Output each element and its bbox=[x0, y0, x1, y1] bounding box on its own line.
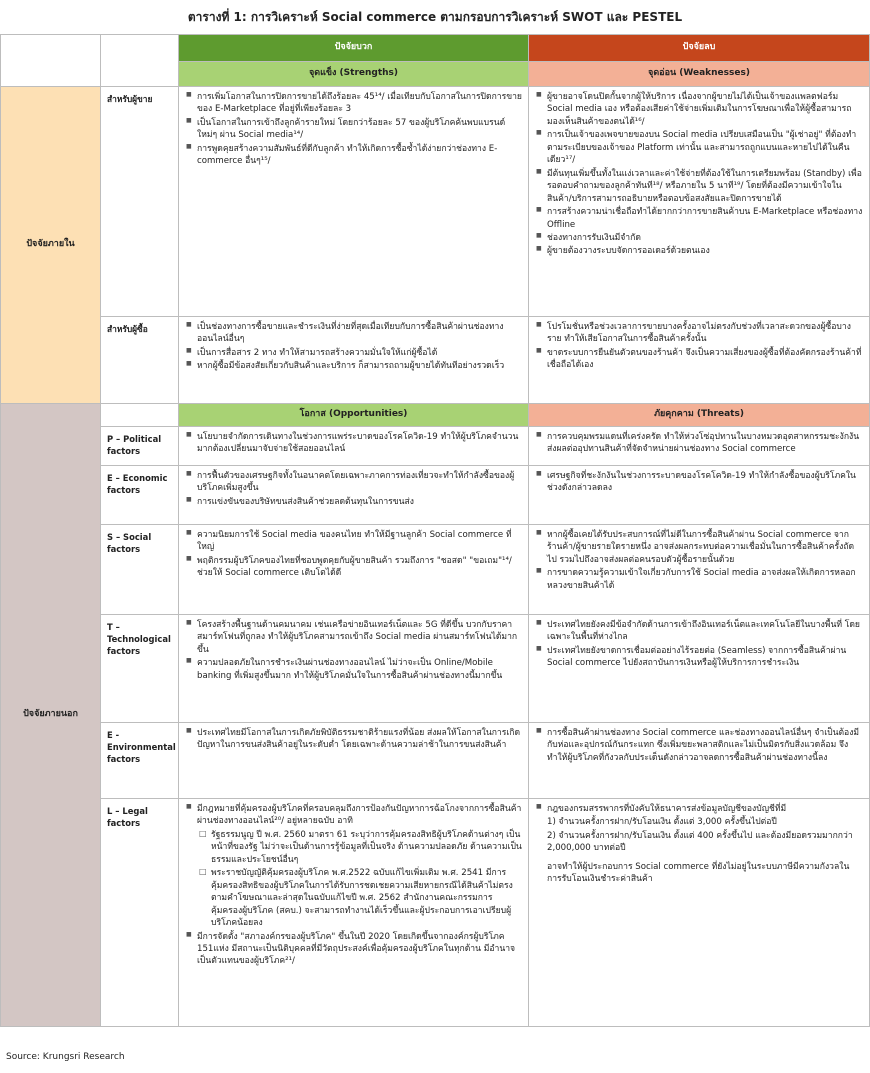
table-title: ตารางที่ 1: การวิเคราะห์ Social commerce ตามกรอบการวิเคราะห์ SWOT และ PESTEL bbox=[187, 10, 683, 24]
ext-blank bbox=[101, 404, 179, 427]
row-label-political: P – Political factors bbox=[101, 427, 179, 466]
list-item: ■ การสร้างความน่าเชื่อถือทำได้ยากกว่าการขายสินค้าบน E-Marketplace หรือช่องทาง Offline bbox=[547, 206, 863, 231]
threats-legal bbox=[529, 799, 870, 1027]
list-item: ■ โปรโมชั่นหรือช่วงเวลาการขายบางครั้งอาจไม่ตรงกับช่วงที่เวลาสะดวกของผู้ซื้อบางราย ทำให้เสียโอกาสในการซื้อสินค้าครั้งนั้น bbox=[547, 321, 863, 346]
row-label-economic: E – Economic factors bbox=[101, 466, 179, 525]
threats-technological bbox=[529, 615, 870, 723]
threats-social bbox=[529, 525, 870, 615]
list-item: □ รัฐธรรมนูญ ปี พ.ศ. 2560 มาตรา 61 ระบุว่าการคุ้มครองสิทธิผู้บริโภคด้านต่างๆ เป็นหน้าที่ของรัฐ ไม่ว่าจะเป็นด้านการรู้ข้อมูลที่เป็นจริง ด้านความปลอดภัย ด้านความเป็นธรรมและประโยชน์อื่นๆ bbox=[211, 829, 522, 866]
list-item: ■ มีการจัดตั้ง "สภาองค์กรของผู้บริโภค" ขึ้นในปี 2020 โดยเกิดขึ้นจากองค์กรผู้บริโภค 151แห่ง มีสถานะเป็นนิติบุคคลที่มีวัตถุประสงค์เพื่อคุ้มครองผู้บริโภคในทุกด้าน มีอำนาจเป็นตัวแทนของผู้บริโภค²¹/ bbox=[197, 931, 522, 968]
list-item: ■ ประเทศไทยยังขาดการเชื่อมต่ออย่างไร้รอยต่อ (Seamless) จากการซื้อสินค้าผ่าน Social commerce ไปยังสถาบันการเงินหรือผู้ให้บริการการชำระเงิน bbox=[547, 645, 863, 670]
list-item: ■ เศรษฐกิจที่ชะงักงันในช่วงการระบาดของโรคโควิด-19 ทำให้กำลังซื้อของผู้บริโภคในช่วงดังกล่าวลดลง bbox=[547, 470, 863, 495]
list-item: ■ ความปลอดภัยในการชำระเงินผ่านช่องทางออนไลน์ ไม่ว่าจะเป็น Online/Mobile banking ที่เพิ่มสูงขึ้นมาก ทำให้ผู้บริโภคมั่นใจในการซื้อสินค้าผ่านช่องทางนี้มากขึ้น bbox=[197, 657, 522, 682]
list-item: ■ เป็นช่องทางการซื้อขายและชำระเงินที่ง่ายที่สุดเมื่อเทียบกับการซื้อสินค้าผ่านช่องทางออนไลน์อื่นๆ bbox=[197, 321, 522, 346]
list-item: ■ เป็นโอกาสในการเข้าถึงลูกค้ารายใหม่ โดยกว่าร้อยละ 57 ของผู้บริโภคค้นพบแบรนด์ใหม่ๆ ผ่าน Social media¹⁴/ bbox=[197, 117, 522, 142]
header-weaknesses: จุดอ่อน (Weaknesses) bbox=[529, 62, 870, 87]
source-note: Source: Krungsri Research bbox=[6, 1052, 125, 1062]
header-threats: ภัยคุกคาม (Threats) bbox=[529, 404, 870, 427]
weaknesses-buyer bbox=[529, 317, 870, 404]
list-item: ■ ผู้ขายต้องวางระบบจัดการออเดอร์ด้วยตนเอง bbox=[547, 245, 863, 257]
header-negative: ปัจจัยลบ bbox=[529, 35, 870, 62]
list-item: ■ การเพิ่มโอกาสในการปิดการขายได้ถึงร้อยละ 45¹⁴/ เมื่อเทียบกับโอกาสในการปิดการขายของ E-Marketplace ที่อยู่ที่เพียงร้อยละ 3 bbox=[197, 91, 522, 116]
corner-blank-2 bbox=[101, 35, 179, 87]
header-opportunities: โอกาส (Opportunities) bbox=[179, 404, 529, 427]
list-item: ■ ช่องทางการรับเงินมีจำกัด bbox=[547, 232, 863, 244]
row-label-social: S – Social factors bbox=[101, 525, 179, 615]
row-label-legal: L – Legal factors bbox=[101, 799, 179, 1027]
opportunities-social bbox=[179, 525, 529, 615]
header-strengths: จุดแข็ง (Strengths) bbox=[179, 62, 529, 87]
list-item: ■ การฟื้นตัวของเศรษฐกิจทั้งในอนาคตโดยเฉพาะภาคการท่องเที่ยวจะทำให้กำลังซื้อของผู้บริโภคเพิ่มสูงขึ้น bbox=[197, 470, 522, 495]
row-label-seller: สำหรับผู้ขาย bbox=[101, 87, 179, 317]
list-item: ■ การขาดความรู้ความเข้าใจเกี่ยวกับการใช้ Social media อาจส่งผลให้เกิดการหลอกหลวงขายสินค้าได้ bbox=[547, 567, 863, 592]
threat-criteria-1: 1) จำนวนครั้งการฝาก/รับโอนเงิน ตั้งแต่ 3,000 ครั้งขึ้นไปต่อปี bbox=[547, 817, 777, 828]
weaknesses-seller bbox=[529, 87, 870, 317]
opportunities-environmental bbox=[179, 723, 529, 799]
opportunities-political bbox=[179, 427, 529, 466]
list-item: ■ ผู้ขายอาจโดนปิดกั้นจากผู้ให้บริการ เนื่องจากผู้ขายไม่ได้เป็นเจ้าของแพลตฟอร์ม Social media เอง หรือต้องเสียค่าใช้จ่ายเพิ่มเติมในการโฆษณาเพื่อให้ผู้ซื้อสามารถมองเห็นสินค้าของตนได้¹⁶/ bbox=[547, 91, 863, 128]
list-item: ■ ความนิยมการใช้ Social media ของคนไทย ทำให้มีฐานลูกค้า Social commerce ที่ใหญ่ bbox=[197, 529, 522, 554]
corner-blank bbox=[1, 35, 101, 87]
list-item: ■ มีต้นทุนเพิ่มขึ้นทั้งในแง่เวลาและค่าใช้จ่ายที่ต้องใช้ในการเตรียมพร้อม (Standby) เพื่อรอตอบคำถามของลูกค้าทันที¹⁸/ หรือภายใน 5 นาที¹⁹/ โดยที่ต้องมีความเข้าใจในสินค้า/บริการสามารถอธิบายหรือตอบข้อสงสัยและปิดการขายได้ bbox=[547, 168, 863, 205]
strengths-seller bbox=[179, 87, 529, 317]
list-item: ■ ขาดระบบการยืนยันตัวตนของร้านค้า จึงเป็นความเสี่ยงของผู้ซื้อที่ต้องคัดกรองร้านค้าที่เชื่อถือได้เอง bbox=[547, 347, 863, 372]
threats-political bbox=[529, 427, 870, 466]
list-item: ■ โครงสร้างพื้นฐานด้านคมนาคม เช่นเครือข่ายอินเทอร์เน็ตและ 5G ที่ดีขึ้น บวกกับราคาสมาร์ทโฟนที่ถูกลง ทำให้ผู้บริโภคสามารถเข้าถึง Social media ผ่านสมาร์ทโฟนได้มากขึ้น bbox=[197, 619, 522, 656]
list-item: ■ การพูดคุยสร้างความสัมพันธ์ที่ดีกับลูกค้า ทำให้เกิดการซื้อซ้ำได้ง่ายกว่าช่องทาง E-commerce อื่นๆ¹⁵/ bbox=[197, 143, 522, 168]
row-label-environmental: E - Environmental factors bbox=[101, 723, 179, 799]
list-item: ■ ประเทศไทยมีโอกาสในการเกิดภัยพิบัติธรรมชาติร้ายแรงที่น้อย ส่งผลให้โอกาสในการเกิดปัญหาในการขนส่งสินค้าอยู่ในระดับต่ำ โดยเฉพาะด้านความล่าช้าในการขนส่งสินค้า bbox=[197, 727, 522, 752]
row-label-buyer: สำหรับผู้ซื้อ bbox=[101, 317, 179, 404]
list-item: ■ หากผู้ซื้อเคยได้รับประสบการณ์ที่ไม่ดีในการซื้อสินค้าผ่าน Social commerce จากร้านค้า/ผู้ขายรายใดรายหนึ่ง อาจส่งผลกระทบต่อความเชื่อมั่นในการซื้อสินค้าครั้งถัดไป รวมไปถึงอาจส่งผลต่อคนรอบตัวผู้ซื้อรายนั้นด้วย bbox=[547, 529, 863, 566]
swot-pestel-table bbox=[0, 34, 870, 1027]
threat-conclusion: อาจทำให้ผู้ประกอบการ Social commerce ที่ยังไม่อยู่ในระบบภาษีมีความกังวลในการรับโอนเงินชำระค่าสินค้า bbox=[547, 861, 850, 885]
list-item: ■ การควบคุมพรมแดนที่เคร่งครัด ทำให้ห่วงโซ่อุปทานในบางหมวดอุตสาหกรรมชะงักงัน ส่งผลต่ออุปทานสินค้าที่จัดจำหน่ายผ่านช่องทาง Social commerce bbox=[547, 431, 863, 456]
list-item: ■ หากผู้ซื้อมีข้อสงสัยเกี่ยวกับสินค้าและบริการ ก็สามารถถามผู้ขายได้ทันทีอย่างรวดเร็ว bbox=[197, 360, 522, 372]
list-item: ■ มีกฎหมายที่คุ้มครองผู้บริโภคที่ครอบคลุมถึงการป้องกันปัญหาการฉ้อโกงจากการซื้อสินค้าผ่านช่องทางออนไลน์²⁰/ อยู่หลายฉบับ อาทิ bbox=[197, 803, 522, 828]
row-label-technological: T – Technological factors bbox=[101, 615, 179, 723]
group-internal: ปัจจัยภายใน bbox=[1, 87, 101, 404]
list-item: ■ ประเทศไทยยังคงมีข้อจำกัดด้านการเข้าถึงอินเทอร์เน็ตและเทคโนโลยีในบางพื้นที่ โดยเฉพาะในพื้นที่ห่างไกล bbox=[547, 619, 863, 644]
header-positive: ปัจจัยบวก bbox=[179, 35, 529, 62]
list-item: ■ เป็นการสื่อสาร 2 ทาง ทำให้สามารถสร้างความมั่นใจให้แก่ผู้ซื้อได้ bbox=[197, 347, 522, 359]
list-item: ■ พฤติกรรมผู้บริโภคของไทยที่ชอบพูดคุยกับผู้ขายสินค้า รวมถึงการ "ชอสด" "ขอเถม"¹⁴/ช่วยให้ Social commerce เติบโตได้ดี bbox=[197, 555, 522, 580]
group-external: ปัจจัยภายนอก bbox=[1, 404, 101, 1027]
list-item: ■ การแข่งขันของบริษัทขนส่งสินค้าช่วยลดต้นทุนในการขนส่ง bbox=[197, 496, 522, 508]
opportunities-technological bbox=[179, 615, 529, 723]
opportunities-economic bbox=[179, 466, 529, 525]
opportunities-legal bbox=[179, 799, 529, 1027]
list-item: ■ กฎของกรมสรรพากรที่บังคับให้ธนาคารส่งข้อมูลบัญชีของบัญชีที่มี bbox=[547, 803, 863, 815]
list-item: ■ นโยบายจำกัดการเดินทางในช่วงการแพร่ระบาดของโรคโควิด-19 ทำให้ผู้บริโภคจำนวนมากต้องเปลี่ยนมาจับจ่ายใช้สอยออนไลน์ bbox=[197, 431, 522, 456]
list-item: ■ การเป็นเจ้าของเพจขายของบน Social media เปรียบเสมือนเป็น "ผู้เช่าอยู่" ที่ต้องทำตามระเบียบของเจ้าของ Platform เท่านั้น และสามารถถูกแบนและหายไปได้ในคืนเดียว¹⁷/ bbox=[547, 129, 863, 166]
threat-criteria-2: 2) จำนวนครั้งการฝาก/รับโอนเงิน ตั้งแต่ 400 ครั้งขึ้นไป และต้องมียอดรวมมากกว่า 2,000,000 บาทต่อปี bbox=[547, 830, 853, 854]
list-item: ■ การซื้อสินค้าผ่านช่องทาง Social commerce และช่องทางออนไลน์อื่นๆ จำเป็นต้องมีกับห่อและอุปกรณ์กันกระแทก ซึ่งเพิ่มขยะพลาสติกและไม่เป็นมิตรกับสิ่งแวดล้อม จึงทำให้ผู้บริโภคที่กังวลกับประเด็นดังกล่าวอาจลดการซื้อสินค้าผ่านช่องทางนี้ลง bbox=[547, 727, 863, 764]
threats-economic bbox=[529, 466, 870, 525]
threats-environmental bbox=[529, 723, 870, 799]
strengths-buyer bbox=[179, 317, 529, 404]
list-item: □ พระราชบัญญัติคุ้มครองผู้บริโภค พ.ศ.2522 ฉบับแก้ไขเพิ่มเติม พ.ศ. 2541 มีการคุ้มครองสิทธิของผู้บริโภคในการได้รับการชดเชยความเสียหายกรณีได้สินค้าไม่ตรงตามคำโฆษณาและล่าสุดในฉบับแก้ไขปี พ.ศ. 2562 สำนักงานคณะกรรมการคุ้มครองผู้บริโภค (สคบ.) จะสามารถทำงานได้เร็วขึ้นและผู้ประกอบการเอาเปรียบผู้บริโภคน้อยลง bbox=[211, 867, 522, 929]
